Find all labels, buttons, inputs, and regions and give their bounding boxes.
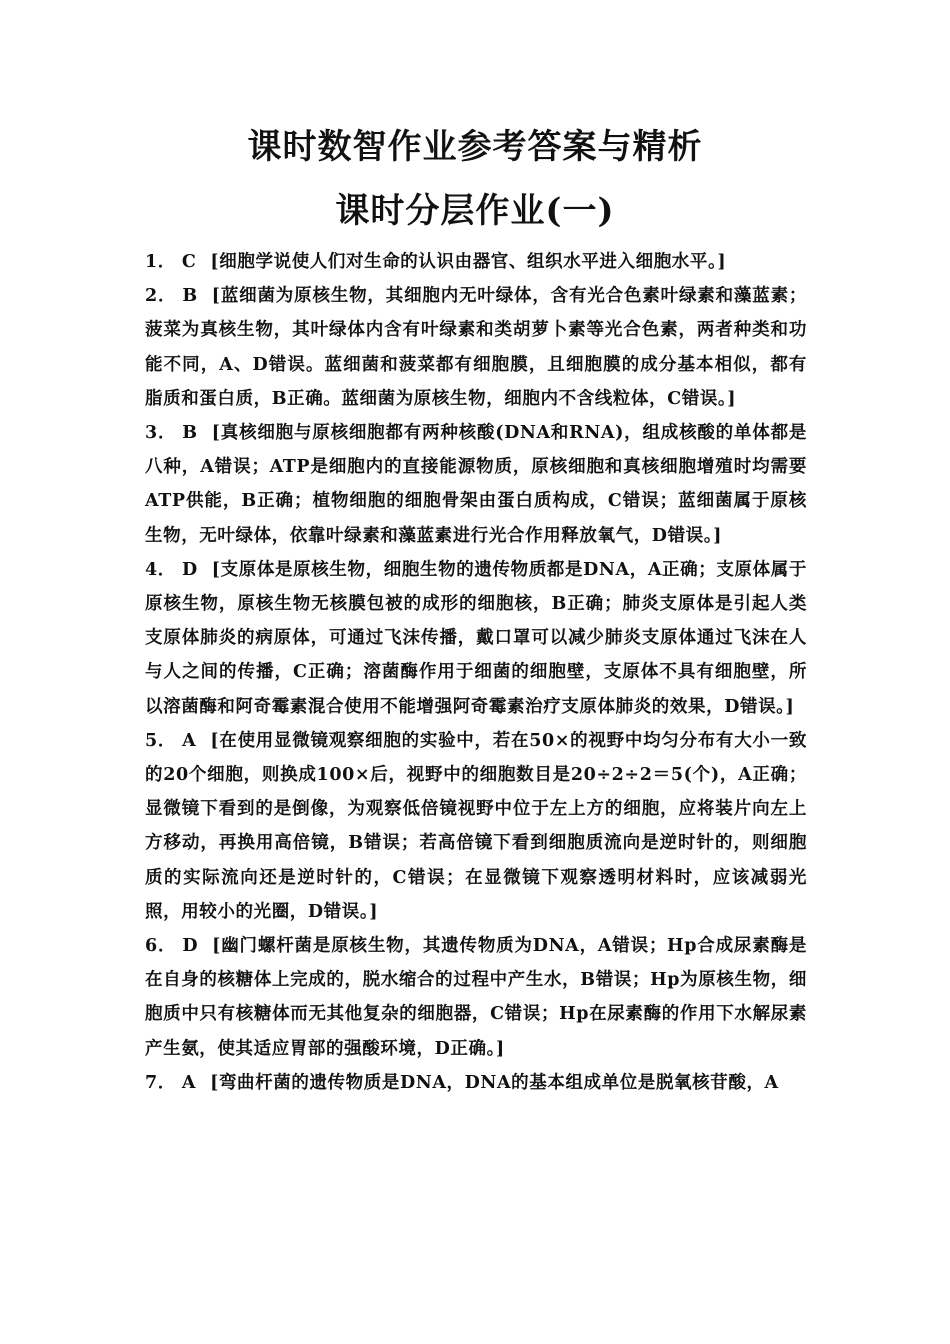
answer-item-4 (145, 553, 807, 724)
question-number: 4． (145, 559, 176, 580)
question-number: 2． (145, 286, 177, 307)
answer-explanation: [细胞学说使人们对生命的认识由器官、组织水平进入细胞水平。] (210, 252, 727, 272)
page-title: 课时数智作业参考答案与精析 (247, 127, 703, 167)
question-number: 5． (145, 730, 177, 751)
answer-choice: B (182, 423, 198, 444)
answer-explanation: [真核细胞与原核细胞都有两种核酸(DNA和RNA)，组成核酸的单体都是八种，A错误；ATP是细胞内的直接能源物质，原核细胞和真核细胞增殖时均需要ATP供能，B正确；植物细胞的细胞骨架由蛋白质构成，C错误；蓝细菌属于原核生物，无叶绿体，依靠叶绿素和藻蓝素进行光合作用释放氧气，D错误。] (145, 423, 807, 546)
question-number: 3． (145, 423, 177, 444)
question-number: 7． (145, 1072, 176, 1093)
page-subtitle: 课时分层作业(一) (335, 191, 615, 231)
question-number: 6． (145, 936, 177, 957)
answer-item-5 (145, 724, 807, 929)
answer-item-6 (145, 929, 807, 1066)
answer-explanation: [在使用显微镜观察细胞的实验中，若在50×的视野中均匀分布有大小一致的20个细胞，则换成100×后，视野中的细胞数目是20÷2÷2＝5(个)，A正确；显微镜下看到的是倒像，为观察低倍镜视野中位于左上方的细胞，应将装片向左上方移动，再换用高倍镜，B错误；若高倍镜下看到细胞质流向是逆时针的，则细胞质的实际流向还是逆时针的，C错误；在显微镜下观察透明材料时，应该减弱光照，用较小的光圈，D错误。] (145, 730, 807, 922)
answer-item-1 (145, 245, 807, 279)
answer-item-7 (145, 1066, 807, 1100)
answer-explanation: [蓝细菌为原核生物，其细胞内无叶绿体，含有光合色素叶绿素和藻蓝素；菠菜为真核生物，其叶绿体内含有叶绿素和类胡萝卜素等光合色素，两者种类和功能不同，A、D错误。蓝细菌和菠菜都有细胞膜，且细胞膜的成分基本相似，都有脂质和蛋白质，B正确。蓝细菌为原核生物，细胞内不含线粒体，C错误。] (145, 286, 807, 409)
answer-choice: A (181, 1072, 197, 1093)
answer-choice: D (182, 936, 199, 957)
answer-choice: D (181, 559, 198, 580)
answer-choice: B (182, 286, 198, 307)
answer-item-2 (145, 279, 807, 416)
answer-choice: A (182, 730, 197, 751)
answer-explanation: [幽门螺杆菌是原核生物，其遗传物质为DNA，A错误；Hp合成尿素酶是在自身的核糖体上完成的，脱水缩合的过程中产生水，B错误；Hp为原核生物，细胞质中只有核糖体而无其他复杂的细胞器，C错误；Hp在尿素酶的作用下水解尿素产生氨，使其适应胃部的强酸环境，D正确。] (145, 936, 807, 1059)
answer-choice: C (181, 252, 197, 272)
answer-list (145, 245, 807, 1100)
answer-explanation: [支原体是原核生物，细胞生物的遗传物质都是DNA，A正确；支原体属于原核生物，原核生物无核膜包被的成形的细胞核，B正确；肺炎支原体是引起人类支原体肺炎的病原体，可通过飞沫传播，戴口罩可以减少肺炎支原体通过飞沫在人与人之间的传播，C正确；溶菌酶作用于细菌的细胞壁，支原体不具有细胞壁，所以溶菌酶和阿奇霉素混合使用不能增强阿奇霉素治疗支原体肺炎的效果，D错误。] (145, 559, 807, 717)
answer-explanation: [弯曲杆菌的遗传物质是DNA，DNA的基本组成单位是脱氧核苷酸，A (210, 1072, 779, 1093)
answer-item-3 (145, 416, 807, 553)
question-number: 1． (145, 252, 176, 272)
